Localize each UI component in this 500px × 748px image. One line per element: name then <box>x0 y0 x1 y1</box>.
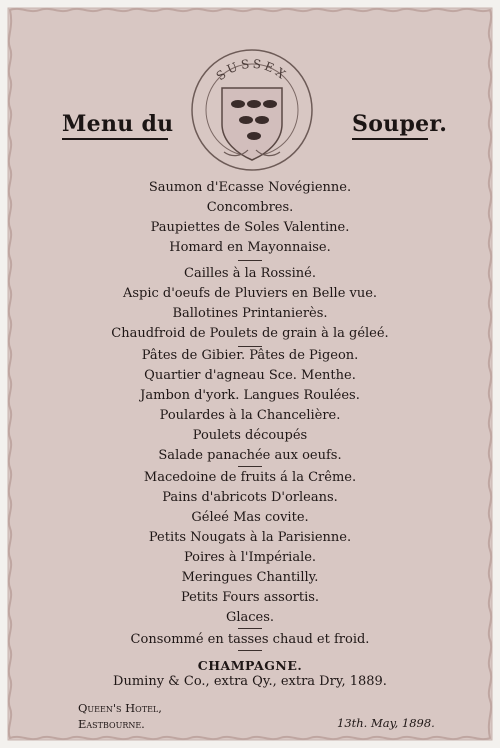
menu-line: Pains d'abricots D'orleans. <box>162 490 338 505</box>
menu-line: Aspic d'oeufs de Pluviers en Belle vue. <box>122 286 378 301</box>
title-souper: Souper. <box>352 111 448 137</box>
menu-line: Poires à l'Impériale. <box>183 550 317 565</box>
menu-line: Chaudfroid de Poulets de grain à la géleé. <box>111 326 389 341</box>
menu-line: Pâtes de Gibier. Pâtes de Pigeon. <box>141 348 359 363</box>
section-divider <box>238 346 262 347</box>
section-divider <box>238 260 262 261</box>
venue <box>78 700 162 732</box>
sussex-crest-icon <box>188 46 316 174</box>
menu-line: Macedoine de fruits á la Crême. <box>143 470 357 485</box>
menu-line: Meringues Chantilly. <box>181 570 319 585</box>
menu-line: Salade panachée aux oeufs. <box>158 448 342 463</box>
menu-line: Poulets découpés <box>192 428 308 443</box>
champagne-detail: Duminy & Co., extra Qy., extra Dry, 1889. <box>113 674 387 689</box>
crest-text: SUSSEX <box>213 56 291 84</box>
title-left-underline <box>62 138 168 140</box>
menu-line: Paupiettes de Soles Valentine. <box>150 220 350 235</box>
menu-line: Quartier d'agneau Sce. Menthe. <box>144 368 356 383</box>
menu-line: Concombres. <box>206 200 294 215</box>
menu-line: Jambon d'york. Langues Roulées. <box>140 388 360 403</box>
menu-line: Saumon d'Ecasse Novégienne. <box>148 180 352 195</box>
menu-line: Homard en Mayonnaise. <box>169 240 331 255</box>
section-divider <box>238 650 262 651</box>
menu-line: Géleé Mas covite. <box>191 510 309 525</box>
menu-date: 13th. May, 1898. <box>337 716 435 730</box>
menu-line: Petits Nougats à la Parisienne. <box>148 530 352 545</box>
menu-line: Glaces. <box>225 610 275 625</box>
menu-line: Cailles à la Rossiné. <box>184 266 316 281</box>
section-divider <box>238 466 262 467</box>
menu-line: Consommé en tasses chaud et froid. <box>130 632 370 647</box>
champagne-title: CHAMPAGNE. <box>197 658 303 673</box>
menu-line: Poulardes à la Chancelière. <box>159 408 341 423</box>
venue-line-1: Queen's Hotel, <box>78 701 162 715</box>
section-divider <box>238 628 262 629</box>
title-menu-du: Menu du <box>62 111 174 137</box>
venue-line-2: Eastbourne. <box>78 717 145 731</box>
svg-text:SUSSEX <box>214 57 291 84</box>
menu-line: Ballotines Printanierès. <box>172 306 328 321</box>
title-right-underline <box>352 138 428 140</box>
menu-line: Petits Fours assortis. <box>180 590 320 605</box>
